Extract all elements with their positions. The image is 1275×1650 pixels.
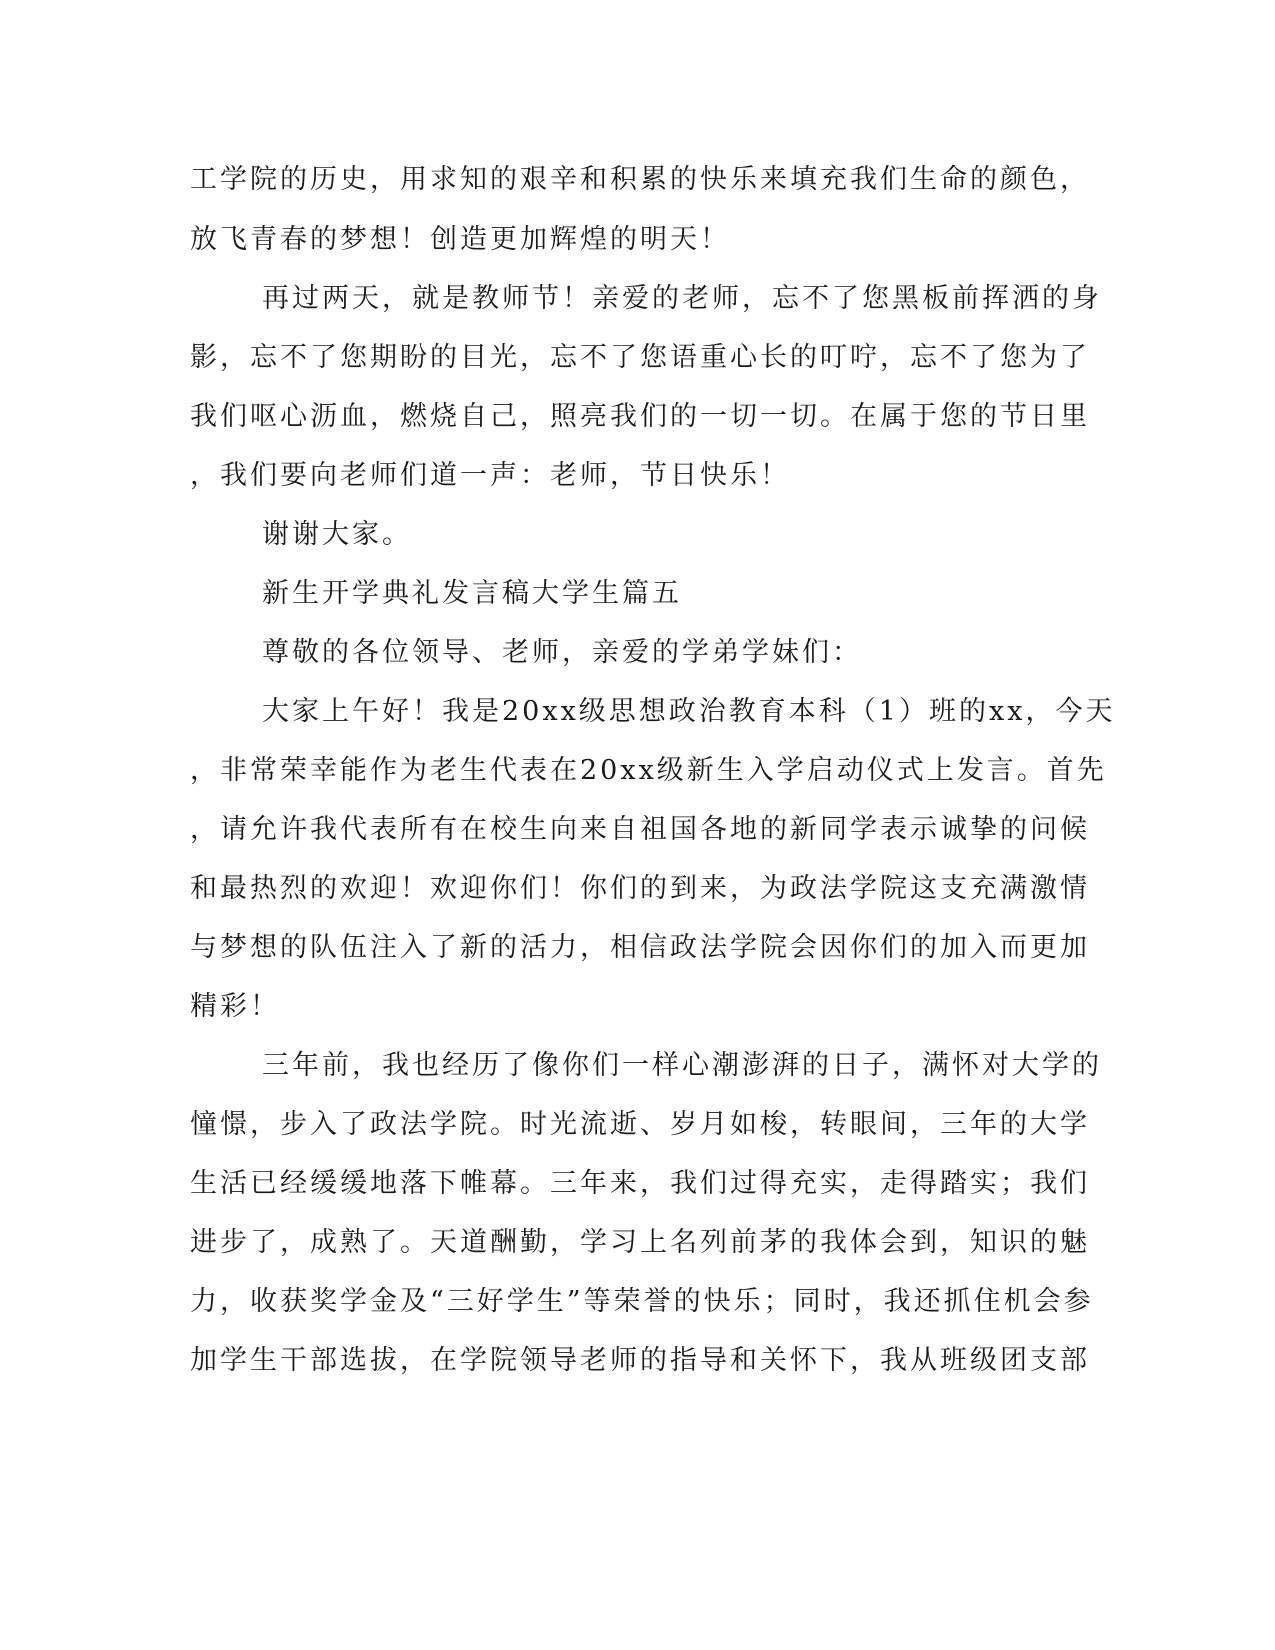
text-line: 憧憬，步入了政法学院。时光流逝、岁月如梭，转眼间，三年的大学: [190, 1109, 1090, 1140]
text-line: 力，收获奖学金及“三好学生”等荣誉的快乐；同时，我还抓住机会参: [190, 1286, 1094, 1317]
text-line: ，请允许我代表所有在校生向来自祖国各地的新同学表示诚挚的问候: [190, 814, 1090, 845]
text-line: 加学生干部选拔，在学院领导老师的指导和关怀下，我从班级团支部: [190, 1345, 1090, 1376]
text-line: 大家上午好！我是20xx级思想政治教育本科（1）班的xx，今天: [262, 696, 1116, 727]
text-line: ，非常荣幸能作为老生代表在20xx级新生入学启动仪式上发言。首先: [190, 755, 1107, 786]
text-line: ，我们要向老师们道一声：老师，节日快乐！: [190, 460, 790, 491]
text-line: 工学院的历史，用求知的艰辛和积累的快乐来填充我们生命的颜色，: [190, 164, 1090, 195]
text-line: 和最热烈的欢迎！欢迎你们！你们的到来，为政法学院这支充满激情: [190, 873, 1090, 904]
text-line: 影，忘不了您期盼的目光，忘不了您语重心长的叮咛，忘不了您为了: [190, 342, 1090, 373]
text-line: 精彩！: [190, 991, 280, 1022]
text-line: 生活已经缓缓地落下帷幕。三年来，我们过得充实，走得踏实；我们: [190, 1168, 1090, 1199]
section-heading: 新生开学典礼发言稿大学生篇五: [262, 578, 682, 609]
text-line: 尊敬的各位领导、老师，亲爱的学弟学妹们：: [262, 637, 862, 668]
text-line: 放飞青春的梦想！创造更加辉煌的明天！: [190, 224, 730, 255]
text-line: 与梦想的队伍注入了新的活力，相信政法学院会因你们的加入而更加: [190, 932, 1090, 963]
text-line: 三年前，我也经历了像你们一样心潮澎湃的日子，满怀对大学的: [262, 1050, 1102, 1081]
text-line: 再过两天，就是教师节！亲爱的老师，忘不了您黑板前挥洒的身: [262, 283, 1102, 314]
text-line: 谢谢大家。: [262, 519, 412, 550]
text-line: 进步了，成熟了。天道酬勤，学习上名列前茅的我体会到，知识的魅: [190, 1227, 1090, 1258]
text-line: 我们呕心沥血，燃烧自己，照亮我们的一切一切。在属于您的节日里: [190, 401, 1090, 432]
